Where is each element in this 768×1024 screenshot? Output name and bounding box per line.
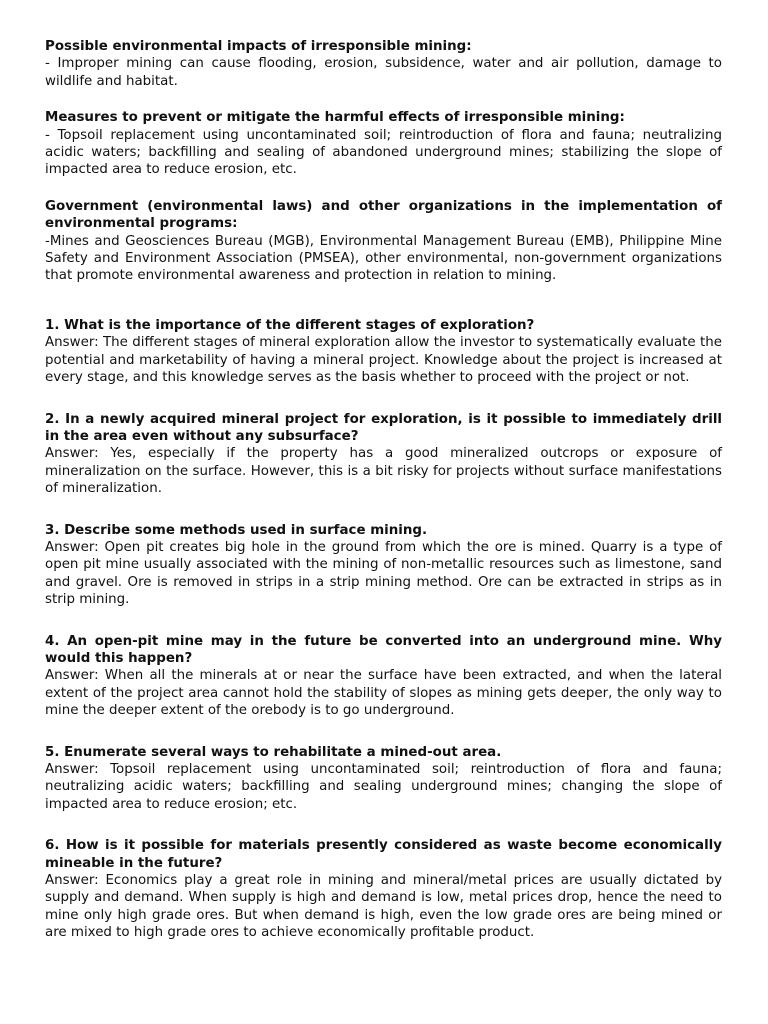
impacts-section <box>45 38 722 90</box>
question-5: 5. Enumerate several ways to rehabilitate a mined-out area. <box>45 744 502 760</box>
question-1: 1. What is the importance of the different stages of exploration? <box>45 317 535 333</box>
answer-3: Answer: Open pit creates big hole in the ground from which the ore is mined. Quarry is a type of open pit mine usually associated with the mining of non-metallic resources such as limestone, sand and gravel. Ore is removed in strips in a strip mining method. Ore can be extracted in strips as in strip mining. <box>45 539 722 608</box>
question-block-1 <box>45 317 722 387</box>
question-4: 4. An open-pit mine may in the future be converted into an underground mine. Why would this happen? <box>45 633 722 666</box>
question-block-4 <box>45 633 722 720</box>
measures-body: - Topsoil replacement using uncontaminated soil; reintroduction of flora and fauna; neutralizing acidic waters; backfilling and sealing of abandoned underground mines; stabilizing the slope of impacted area to reduce erosion, etc. <box>45 127 722 178</box>
government-body: -Mines and Geosciences Bureau (MGB), Environmental Management Bureau (EMB), Philippine Mine Safety and Environment Association (PMSEA), other environmental, non-government organizations that promote environmental awareness and protection in relation to mining. <box>45 233 722 284</box>
answer-4: Answer: When all the minerals at or near the surface have been extracted, and when the lateral extent of the project area cannot hold the stability of slopes as mining gets deeper, the only way to mine the deeper extent of the orebody is to go underground. <box>45 668 722 719</box>
question-2: 2. In a newly acquired mineral project for exploration, is it possible to immediately drill in the area even without any subsurface? <box>45 411 722 444</box>
impacts-heading: Possible environmental impacts of irresponsible mining: <box>45 39 472 54</box>
answer-5: Answer: Topsoil replacement using uncontaminated soil; reintroduction of flora and fauna; neutralizing acidic waters; backfilling and sealing underground mines; changing the slope of impacted area to reduce erosion; etc. <box>45 762 722 812</box>
question-3: 3. Describe some methods used in surface mining. <box>45 522 428 538</box>
question-6: 6. How is it possible for materials presently considered as waste become economically mineable in the future? <box>45 838 722 871</box>
measures-heading: Measures to prevent or mitigate the harmful effects of irresponsible mining: <box>45 110 625 126</box>
answer-2: Answer: Yes, especially if the property has a good mineralized outcrops or exposure of mineralization on the surface. However, this is a bit risky for projects without surface manifestations of mineralization. <box>45 446 722 497</box>
question-block-3 <box>45 522 722 609</box>
impacts-body: - Improper mining can cause flooding, erosion, subsidence, water and air pollution, damage to wildlife and habitat. <box>45 56 722 89</box>
government-section <box>45 198 722 285</box>
document-page <box>45 38 722 942</box>
question-block-5 <box>45 744 722 814</box>
answer-1: Answer: The different stages of mineral exploration allow the investor to systematically evaluate the potential and marketability of having a mineral project. Knowledge about the project is increased at every stage, and this knowledge serves as the basis whether to proceed with the project or not. <box>45 335 722 386</box>
measures-section <box>45 109 722 179</box>
answer-6: Answer: Economics play a great role in mining and mineral/metal prices are usually dictated by supply and demand. When supply is high and demand is low, metal prices drop, hence the need to mine only high grade ores. But when demand is high, even the low grade ores are being mined or are mixed to high grade ores to achieve economically profitable product. <box>45 873 722 941</box>
government-heading: Government (environmental laws) and other organizations in the implementation of environmental programs: <box>45 198 722 232</box>
question-block-6 <box>45 837 722 941</box>
question-block-2 <box>45 411 722 498</box>
